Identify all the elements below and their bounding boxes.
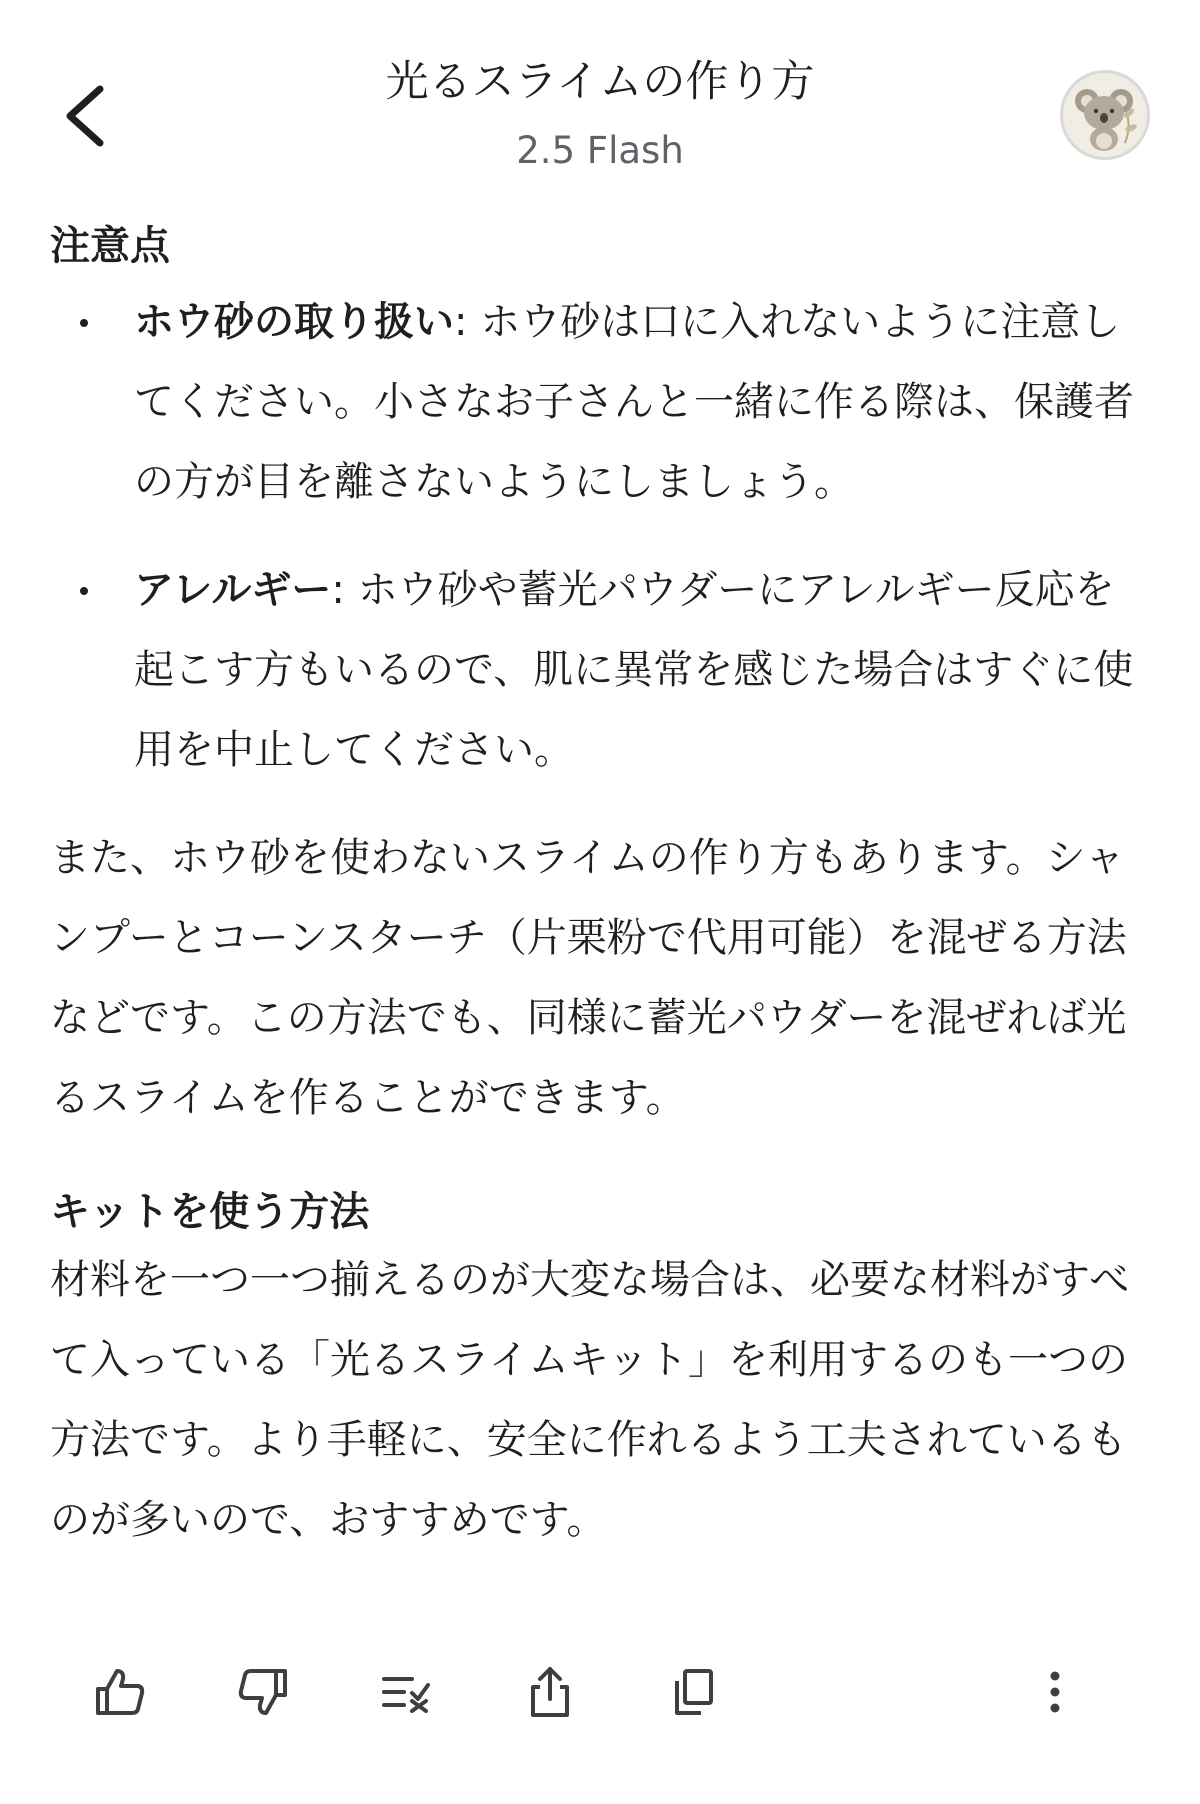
bullet-label: アレルギー — [134, 567, 332, 613]
list-item — [50, 282, 1150, 522]
bullet-text: : ホウ砂や蓄光パウダーにアレルギー反応を起こす方もいるので、肌に異常を感じた場合はすぐに使用を中止してください。 — [134, 567, 1134, 773]
thumbs-down-button[interactable] — [223, 1652, 303, 1732]
chevron-left-icon — [62, 83, 106, 149]
bullet-label: ホウ砂の取り扱い — [134, 299, 454, 345]
bullet-dot — [80, 587, 88, 595]
more-options-button[interactable] — [1015, 1652, 1095, 1732]
bullet-text: : ホウ砂は口に入れないように注意してください。小さなお子さんと一緒に作る際は、保護者の方が目を離さないようにしましょう。 — [134, 299, 1134, 505]
copy-icon — [671, 1667, 715, 1717]
bullet-dot — [80, 319, 88, 327]
page-title: 光るスライムの作り方 — [385, 57, 815, 107]
thumbs-up-icon — [94, 1667, 146, 1717]
modify-response-button[interactable] — [366, 1652, 446, 1732]
cautions-list — [50, 282, 1150, 790]
alt-method-paragraph: また、ホウ砂を使わないスライムの作り方もあります。シャンプーとコーンスターチ（片栗粉で代用可能）を混ぜる方法などです。この方法でも、同様に蓄光パウダーを混ぜれば光るスライムを作ることができます。 — [50, 835, 1127, 1121]
more-vert-icon — [1049, 1670, 1061, 1714]
share-button[interactable] — [510, 1652, 590, 1732]
list-item — [50, 550, 1150, 790]
kit-heading: キットを使う方法 — [50, 1189, 370, 1235]
response-action-bar — [0, 1652, 1200, 1732]
share-icon — [528, 1665, 572, 1719]
back-button[interactable] — [52, 78, 116, 154]
thumbs-up-button[interactable] — [80, 1652, 160, 1732]
copy-button[interactable] — [653, 1652, 733, 1732]
thumbs-down-icon — [237, 1667, 289, 1717]
response-content — [50, 218, 1150, 1560]
app-header — [0, 0, 1200, 200]
model-name[interactable]: 2.5 Flash — [516, 129, 684, 172]
kit-paragraph: 材料を一つ一つ揃えるのが大変な場合は、必要な材料がすべて入っている「光るスライムキット」を利用するのも一つの方法です。より手軽に、安全に作れるよう工夫されているものが多いので、おすすめです。 — [50, 1257, 1130, 1543]
koala-avatar-icon — [1063, 73, 1147, 157]
modify-response-icon — [380, 1671, 432, 1713]
avatar[interactable] — [1060, 70, 1150, 160]
cautions-heading: 注意点 — [50, 223, 170, 269]
